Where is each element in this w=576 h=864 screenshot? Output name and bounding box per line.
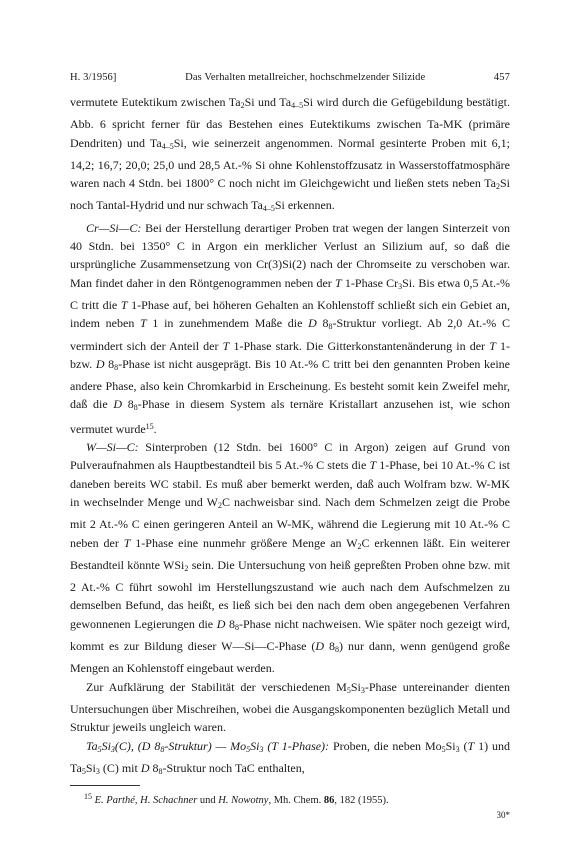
paragraph: Zur Aufklärung der Stabilität der verschiedenen $M_5Si_3$-Phase untereinander dienten Untersuchungen über Mischreihen, wobei die Ausgangskomponenten bezüglich Metall und Struktur jeweils ungleich waren.: [70, 679, 510, 735]
footnote-rule: [70, 785, 140, 786]
paragraph: vermutete Eutektikum zwischen $Ta_2Si$ und $Ta_{4-5}Si$ wird durch die Gefügebildung bestätigt. Abb. 6 spricht ferner für das Bestehen eines Eutektikums zwischen Ta-MK (primäre Dendriten) und $Ta_{4-5}Si$, wie seinerzeit angenommen. Normal gesinterte Proben mit 6,1; 14,2; 16,7; 20,0; 25,0 und 28,5 At.-% Si ohne Kohlenstoffzusatz in Wasserstoffatmosphäre waren nach 4 Stdn. bei 1800° C noch nicht im Gleichgewicht und ließen stets neben $Ta_2Si$ noch Tantal-Hydrid und nur schwach $Ta_{4-5}Si$ erkennen.: [70, 95, 510, 214]
paragraph: Cr—Si—C: Bei der Herstellung derartiger Proben trat wegen der langen Sinterzeit von 40 Stdn. bei 1350° C in Argon ein merklicher Verlust an Silizium auf, so daß die ursprüngliche Zusammensetzung von Cr(3)Si(2) nach der Chromseite zu verschoben war. Man findet daher in den Röntgenogrammen neben der T 1-Phase $Cr_3Si$. Bis etwa 0,5 At.-% C tritt die T 1-Phase auf, bei höheren Gehalten an Kohlenstoff schließt sich ein Gebiet an, indem neben T 1 in zunehmendem Maße die D $8_8$-Struktur vorliegt. Ab 2,0 At.-% C vermindert sich der Anteil der T 1-Phase stark. Die Gitterkonstantenänderung in der T 1- bzw. D $8_8$-Phase ist nicht ausgeprägt. Bis 10 At.-% C tritt bei den genannten Proben keine andere Phase, also kein Chromkarbid in Erscheinung. Es besteht somit kein Zweifel mehr, daß die D $8_8$-Phase in diesem System als ternäre Kristallart anzusehen ist, wie schon vermutet wurde$^{15}$.: [70, 220, 511, 436]
journal-ref: H. 3/1956]: [70, 72, 117, 83]
article-body: [70, 93, 510, 781]
page-number: 457: [493, 72, 510, 83]
paragraph: $Ta_5Si_3(C)$, (D $8_8-Struktur$) — $Mo_5Si_3$ (T 1-Phase): Proben, die neben $Mo_5Si_3$ (T 1) und $Ta_5Si_3$ (C) mit D $8_8$-Struktur noch TaC enthalten,: [70, 738, 510, 776]
footnote: $^{15}$ E. Parthé, H. Schachner und H. Nowotny, Mh. Chem. 86, 182 (1955).: [84, 792, 389, 807]
running-title: Das Verhalten metallreicher, hochschmelzender Silizide: [185, 72, 426, 83]
signature-mark: 30*: [496, 810, 510, 821]
page: [70, 72, 510, 820]
running-header: [70, 72, 510, 83]
paragraph: W—Si—C: Sinterproben (12 Stdn. bei 1600° C in Argon) zeigen auf Grund von Pulveraufnahmen als Hauptbestandteil bis 5 At.-% C stets die T 1-Phase, bei 10 At.-% C ist daneben bereits WC stabil. Es muß aber bemerkt werden, daß auch Wolfram bzw. W-MK in wechselnder Menge und $W_2C$ nachweisbar sind. Nach dem Schmelzen zeigt die Probe mit 2 At.-% C einen geringeren Anteil an W-MK, während die Legierung mit 10 At.-% C neben der T 1-Phase eine nunmehr größere Menge an $W_2C$ erkennen läßt. Ein weiterer Bestandteil könnte WSi$_2$ sein. Die Untersuchung von heiß gepreßten Proben ohne bzw. mit 2 At.-% C führt sowohl im Herstellungszustand wie auch nach dem Aufschmelzen zu demselben Befund, das heißt, es ließ sich bei den nach dem oben angegebenen Verfahren gewonnenen Legierungen die D $8_8$-Phase nicht nachweisen. Wie später noch gezeigt wird, kommt es zur Bildung dieser W—Si—C-Phase (D $8_8$) nur dann, wenn genügend große Mengen an Kohlenstoff eingebaut werden.: [70, 440, 510, 676]
